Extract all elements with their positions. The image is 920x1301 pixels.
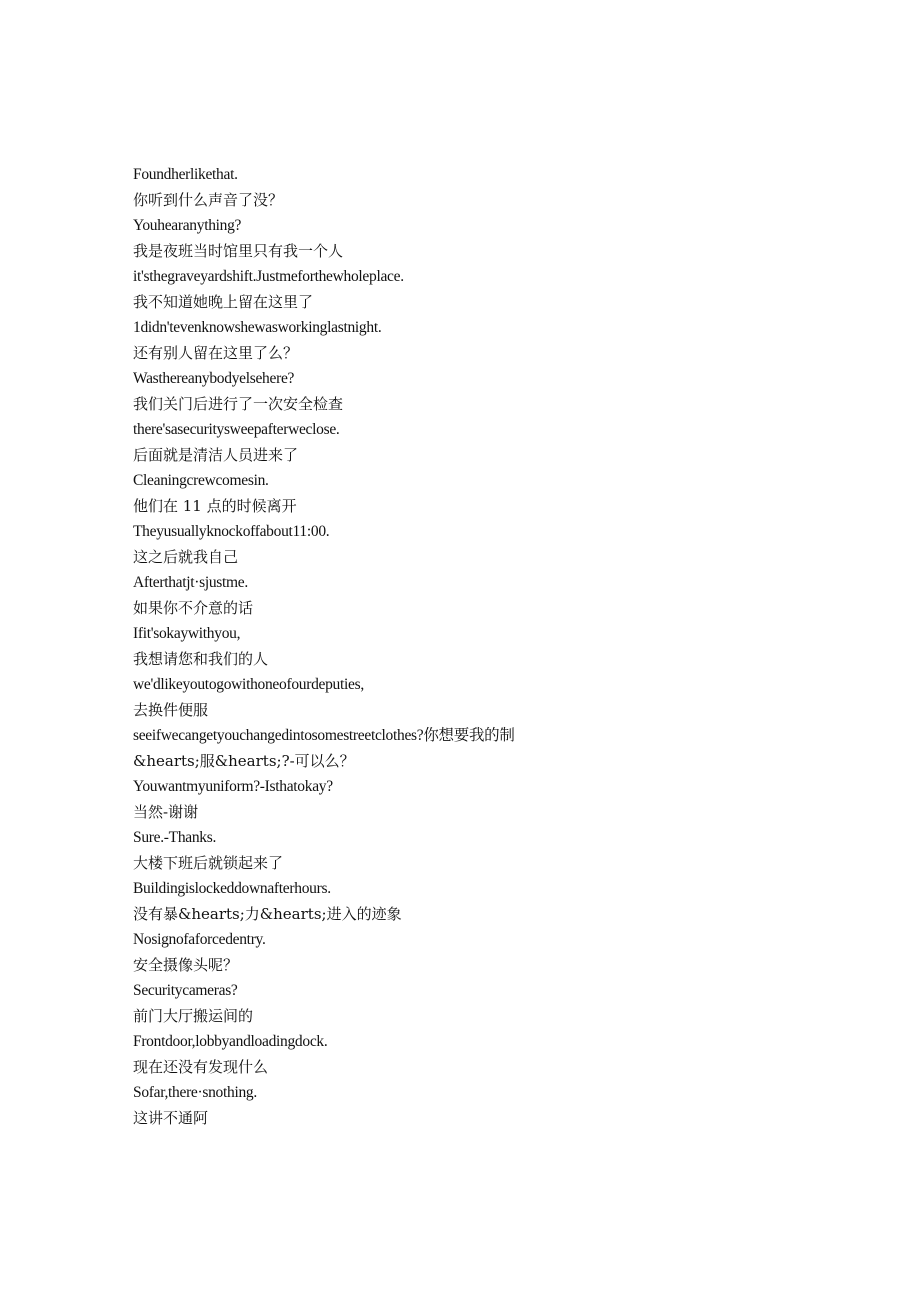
text-line: there'sasecuritysweepafterweclose.	[133, 421, 340, 438]
text-line: 如果你不介意的话	[133, 598, 254, 617]
text-line: Buildingislockeddownafterhours.	[133, 880, 331, 897]
text-line: Theyusuallyknockoffabout11:00.	[133, 523, 330, 540]
text-line: 当然-谢谢	[133, 802, 199, 821]
text-line: seeifwecangetyouchangedintosomestreetclothes?你想要我的制	[133, 727, 515, 744]
transcript-text	[133, 162, 773, 1131]
text-line: 这讲不通阿	[133, 1108, 209, 1127]
text-line: 我想请您和我们的人	[133, 649, 269, 668]
text-line: we'dlikeyoutogowithoneofourdeputies,	[133, 676, 364, 693]
text-line: 大楼下班后就锁起来了	[133, 853, 284, 872]
text-line: Youwantmyuniform?-Isthatokay?	[133, 778, 333, 795]
text-line: 你听到什么声音了没？	[133, 190, 284, 209]
text-line: 前门大厅搬运间的	[133, 1006, 254, 1025]
text-line: 1didn'tevenknowshewasworkinglastnight.	[133, 319, 382, 336]
text-line: Sofar,there·snothing.	[133, 1084, 257, 1101]
text-line: 还有别人留在这里了么？	[133, 343, 299, 362]
text-line: Ifit'sokaywithyou,	[133, 625, 241, 642]
text-line: Cleaningcrewcomesin.	[133, 472, 269, 489]
text-line: 安全摄像头呢？	[133, 955, 239, 974]
text-line: 现在还没有发现什么	[133, 1057, 269, 1076]
text-line: 这之后就我自己	[133, 547, 239, 566]
text-line: 他们在 11 点的时候离开	[133, 496, 297, 515]
text-line: 我们关门后进行了一次安全检查	[133, 394, 344, 413]
text-line: it'sthegraveyardshift.Justmeforthewholeplace.	[133, 268, 404, 285]
text-line: Securitycameras?	[133, 982, 238, 999]
text-line: Nosignofaforcedentry.	[133, 931, 266, 948]
text-line: 去换件便服	[133, 700, 209, 719]
text-line: Frontdoor,lobbyandloadingdock.	[133, 1033, 328, 1050]
text-line: &hearts;服&hearts;?-可以么？	[133, 751, 355, 770]
text-line: Afterthatjt·sjustme.	[133, 574, 248, 591]
text-line: 我是夜班当时馆里只有我一个人	[133, 241, 344, 260]
text-line: Foundherlikethat.	[133, 166, 238, 183]
text-line: 后面就是清洁人员进来了	[133, 445, 299, 464]
text-line: 没有暴&hearts;力&hearts;进入的迹象	[133, 904, 402, 923]
text-line: Sure.-Thanks.	[133, 829, 217, 846]
text-line: Youhearanything?	[133, 217, 242, 234]
text-line: Wasthereanybodyelsehere?	[133, 370, 295, 387]
text-line: 我不知道她晚上留在这里了	[133, 292, 314, 311]
